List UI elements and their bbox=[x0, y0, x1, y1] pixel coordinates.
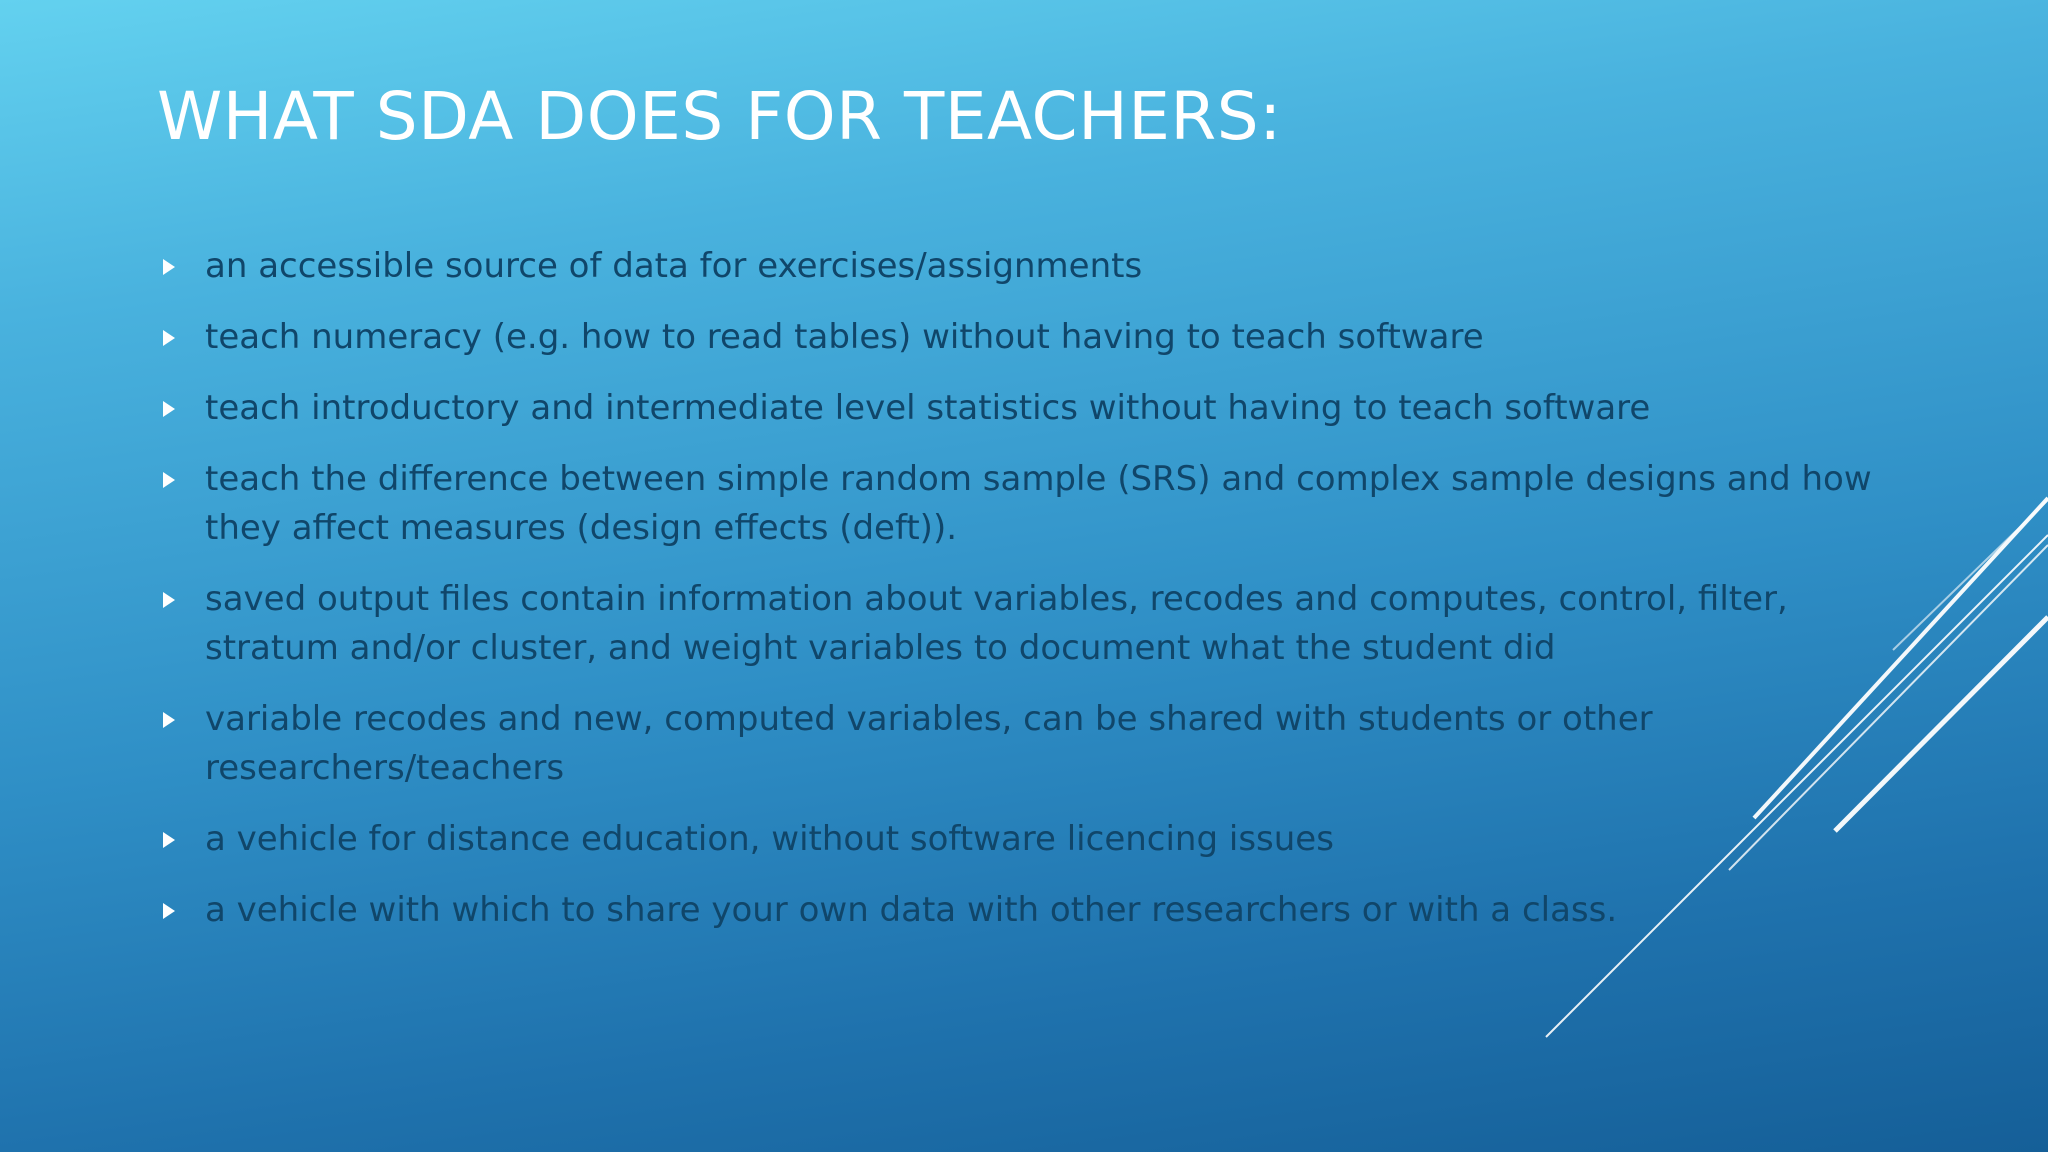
bullet-text: teach introductory and intermediate level statistics without having to teach software bbox=[205, 388, 1651, 428]
deco-line bbox=[1835, 617, 2048, 831]
deco-line bbox=[1729, 545, 2048, 870]
deco-line bbox=[1893, 500, 2048, 650]
bullet-text: saved output files contain information about variables, recodes and computes, control, filter, stratum and/or cluster, and weight variables to document what the student did bbox=[205, 579, 1788, 668]
slide-title: WHAT SDA DOES FOR TEACHERS: bbox=[157, 78, 1282, 155]
bullet-text: variable recodes and new, computed variables, can be shared with students or other researchers/teachers bbox=[205, 699, 1653, 788]
bullet-text: teach the difference between simple random sample (SRS) and complex sample designs and how they affect measures (design effects (deft)). bbox=[205, 459, 1872, 548]
bullet-text: an accessible source of data for exercises/assignments bbox=[205, 246, 1143, 286]
bullet-text: a vehicle with which to share your own data with other researchers or with a class. bbox=[205, 890, 1618, 930]
bullet-text: a vehicle for distance education, without software licencing issues bbox=[205, 819, 1334, 859]
deco-line bbox=[1546, 535, 2048, 1037]
bullet-text: teach numeracy (e.g. how to read tables) without having to teach software bbox=[205, 317, 1484, 357]
